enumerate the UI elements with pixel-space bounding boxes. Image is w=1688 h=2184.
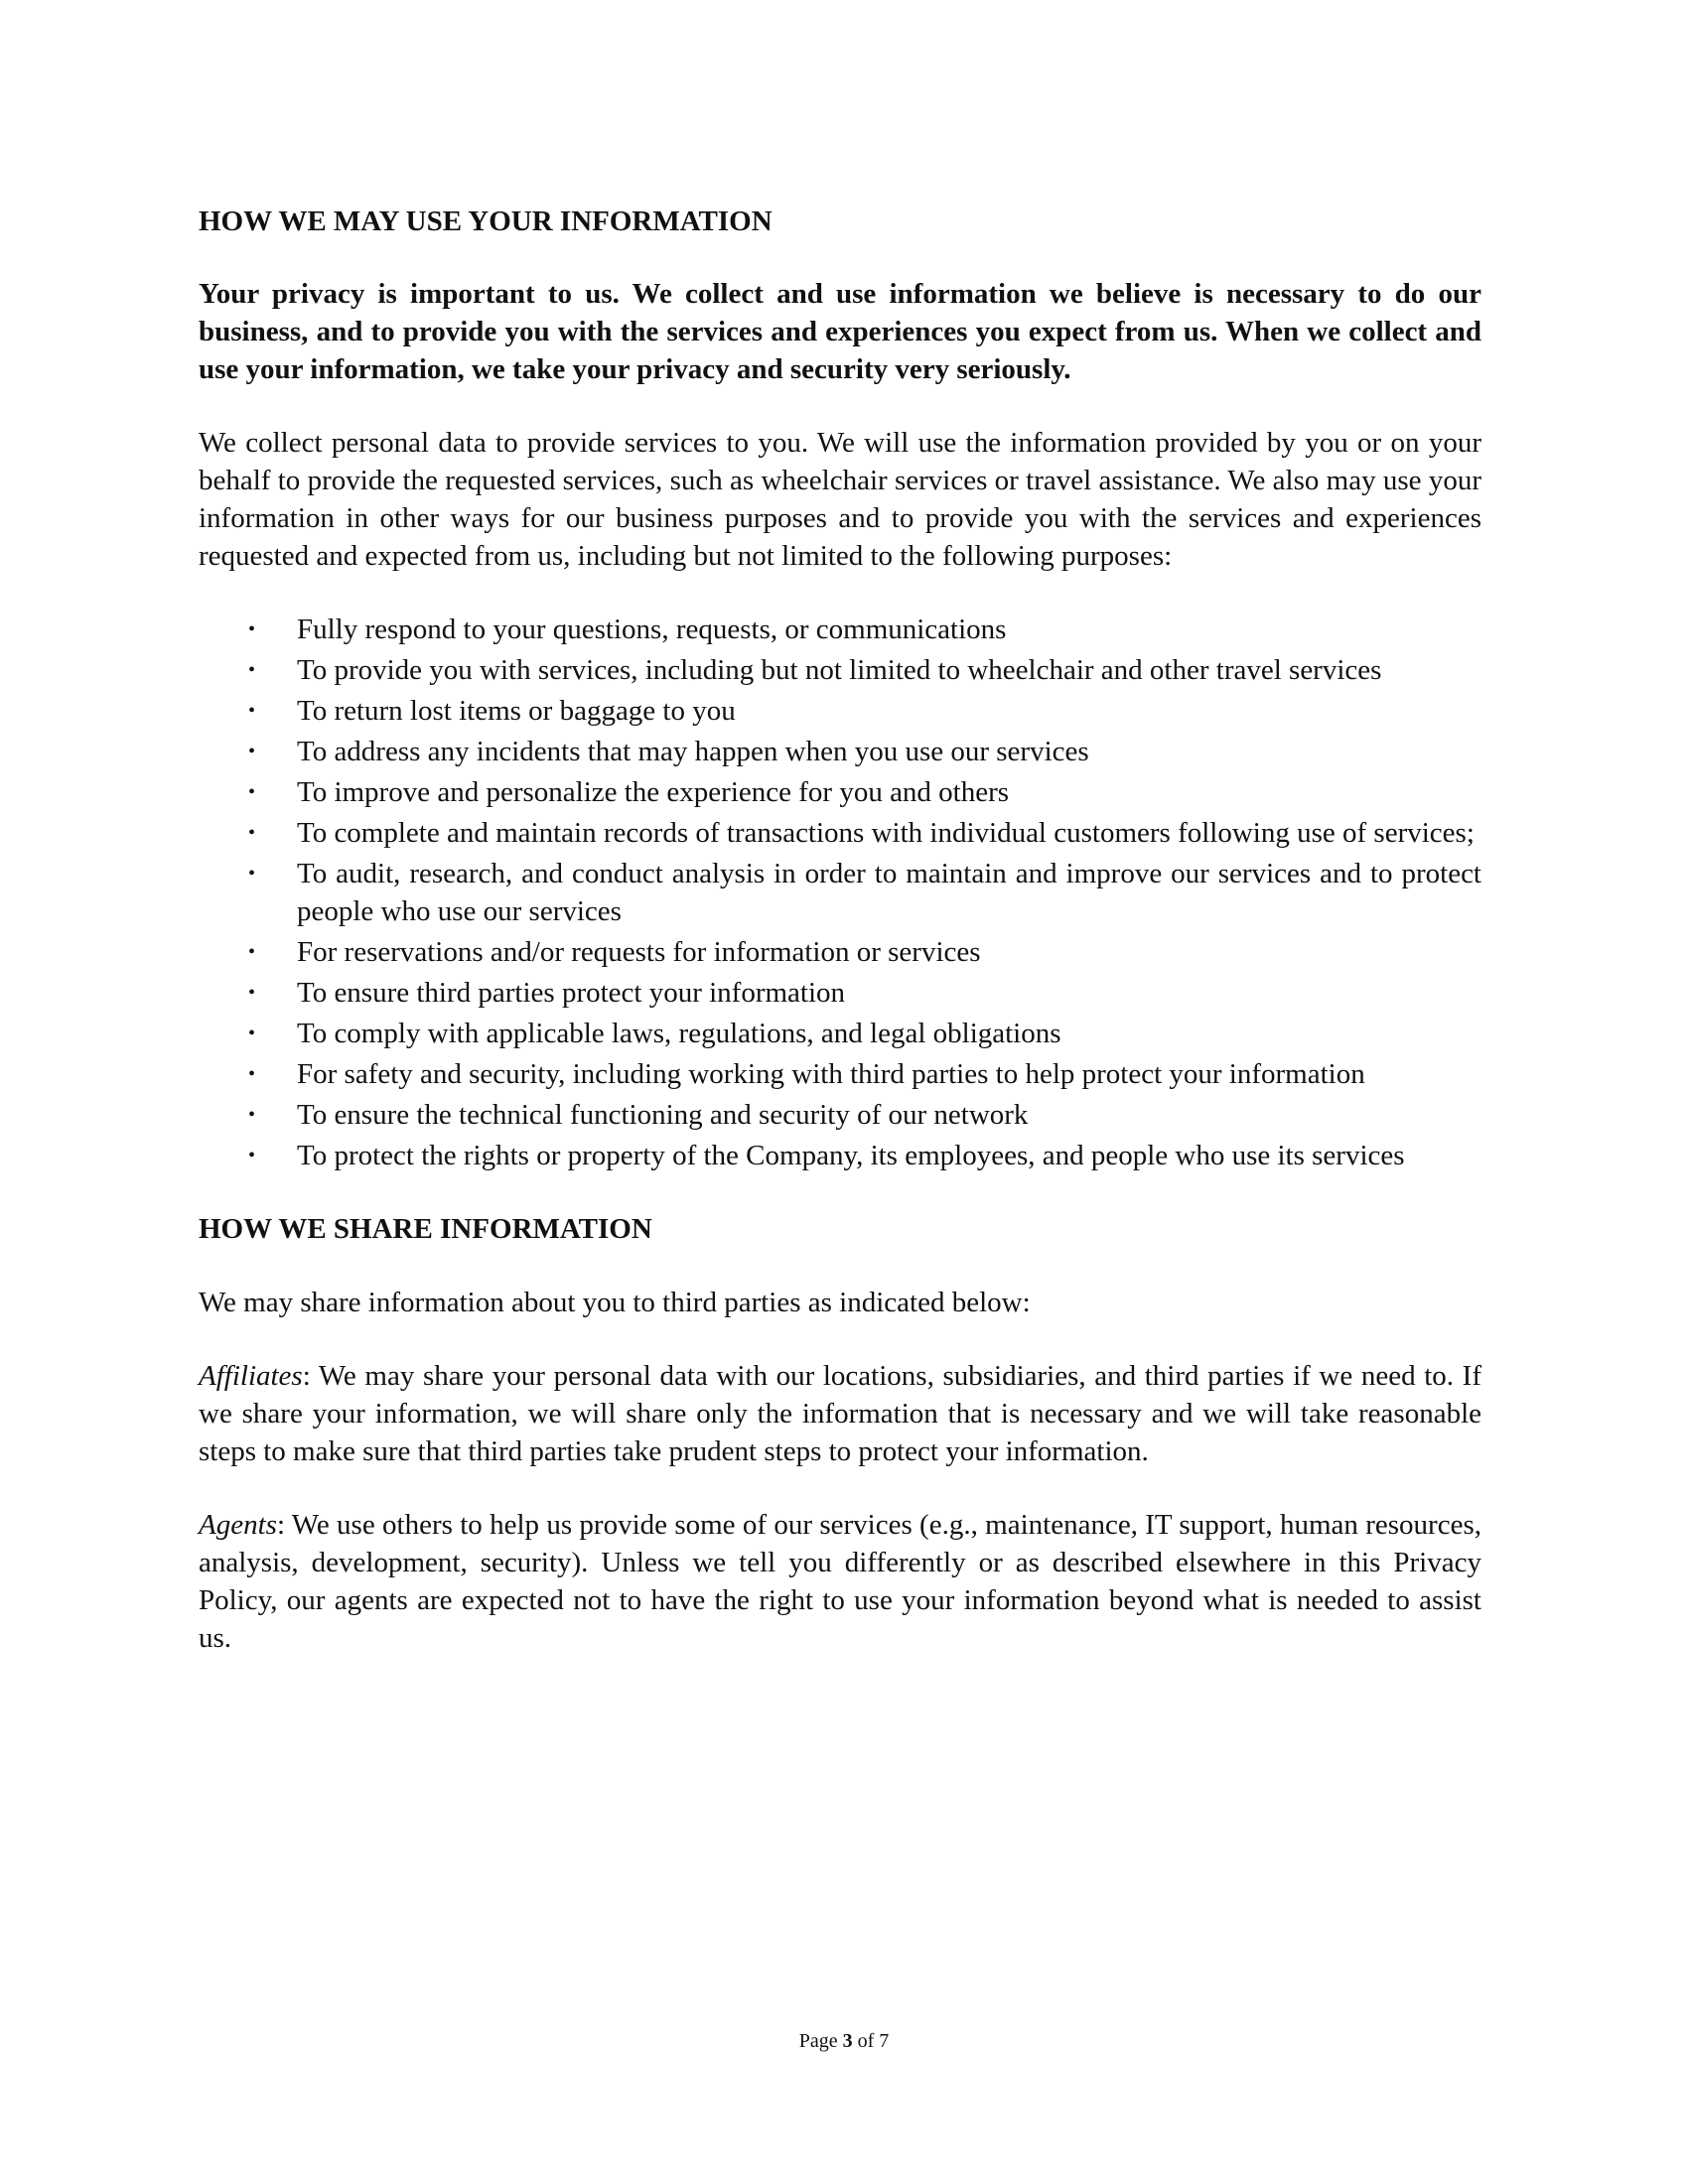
list-item [199, 692, 1481, 730]
privacy-statement: Your privacy is important to us. We collect and use information we believe is necessary to do our business, and to provide you with the services and experiences you expect from us. When we collect and use your information, we take your privacy and security very seriously. [199, 278, 1481, 385]
agents-term: Agents [199, 1509, 277, 1541]
list-item [199, 1096, 1481, 1134]
bullet-icon: • [248, 941, 256, 963]
list-item [199, 814, 1481, 852]
list-item-text: For safety and security, including working with third parties to help protect your information [297, 1058, 1365, 1090]
agents-text: : We use others to help us provide some of our services (e.g., maintenance, IT support, human resources, analysis, development, security). Unless we tell you differently or as described elsewhere in this Privacy Policy, our agents are expected not to have the right to use your information beyond what is needed to assist us. [199, 1509, 1481, 1654]
bullet-icon: • [248, 1023, 256, 1044]
bullet-icon: • [248, 1104, 256, 1126]
bullet-icon: • [248, 863, 256, 885]
bullet-icon: • [248, 741, 256, 762]
share-intro-paragraph: We may share information about you to third parties as indicated below: [199, 1287, 1031, 1318]
list-item [199, 651, 1481, 689]
agents-paragraph [199, 1506, 1481, 1657]
affiliates-term: Affiliates [199, 1360, 303, 1392]
list-item [199, 773, 1481, 811]
bullet-icon: • [248, 700, 256, 722]
list-item-text: To ensure third parties protect your information [297, 977, 846, 1009]
affiliates-text: : We may share your personal data with our locations, subsidiaries, and third parties if we need to. If we share your information, we will share only the information that is necessary and we will take reasonable steps to make sure that third parties take prudent steps to protect your information. [199, 1360, 1481, 1467]
list-item-text: For reservations and/or requests for information or services [297, 936, 981, 968]
page-of-label: of [852, 2030, 880, 2052]
bullet-icon: • [248, 822, 256, 844]
list-item-text: To complete and maintain records of transactions with individual customers following use of services; [297, 817, 1475, 849]
list-item [199, 611, 1481, 648]
bullet-icon: • [248, 618, 256, 640]
list-item [199, 1055, 1481, 1093]
document-page [199, 203, 1481, 1657]
bullet-icon: • [248, 1063, 256, 1085]
use-information-paragraph: We collect personal data to provide services to you. We will use the information provided by you or on your behalf to provide the requested services, such as wheelchair services or travel assistance. We also may use your information in other ways for our business purposes and to provide you with the services and experiences requested and expected from us, including but not limited to the following purposes: [199, 427, 1481, 572]
list-item-text: To protect the rights or property of the Company, its employees, and people who use its services [297, 1140, 1405, 1171]
list-item [199, 855, 1481, 930]
list-item [199, 933, 1481, 971]
section-heading-use-information: HOW WE MAY USE YOUR INFORMATION [199, 205, 773, 237]
bullet-icon: • [248, 659, 256, 681]
page-number-footer [0, 2028, 1688, 2054]
list-item-text: To ensure the technical functioning and security of our network [297, 1099, 1029, 1131]
current-page-number: 3 [842, 2030, 853, 2052]
bullet-icon: • [248, 781, 256, 803]
total-page-number: 7 [879, 2030, 890, 2052]
list-item [199, 733, 1481, 770]
section-heading-share-information: HOW WE SHARE INFORMATION [199, 1213, 652, 1245]
list-item [199, 974, 1481, 1012]
list-item-text: To audit, research, and conduct analysis in order to maintain and improve our services and to protect people who use our services [297, 858, 1481, 927]
list-item-text: Fully respond to your questions, requests, or communications [297, 614, 1007, 645]
bullet-icon: • [248, 982, 256, 1004]
list-item [199, 1137, 1481, 1174]
list-item-text: To address any incidents that may happen when you use our services [297, 736, 1089, 767]
affiliates-paragraph [199, 1357, 1481, 1470]
list-item-text: To improve and personalize the experience for you and others [297, 776, 1010, 808]
page-label: Page [798, 2030, 843, 2052]
list-item-text: To return lost items or baggage to you [297, 695, 736, 727]
list-item [199, 1015, 1481, 1052]
list-item-text: To comply with applicable laws, regulations, and legal obligations [297, 1018, 1061, 1049]
bullet-icon: • [248, 1145, 256, 1166]
purposes-list [199, 611, 1481, 1174]
list-item-text: To provide you with services, including but not limited to wheelchair and other travel services [297, 654, 1382, 686]
